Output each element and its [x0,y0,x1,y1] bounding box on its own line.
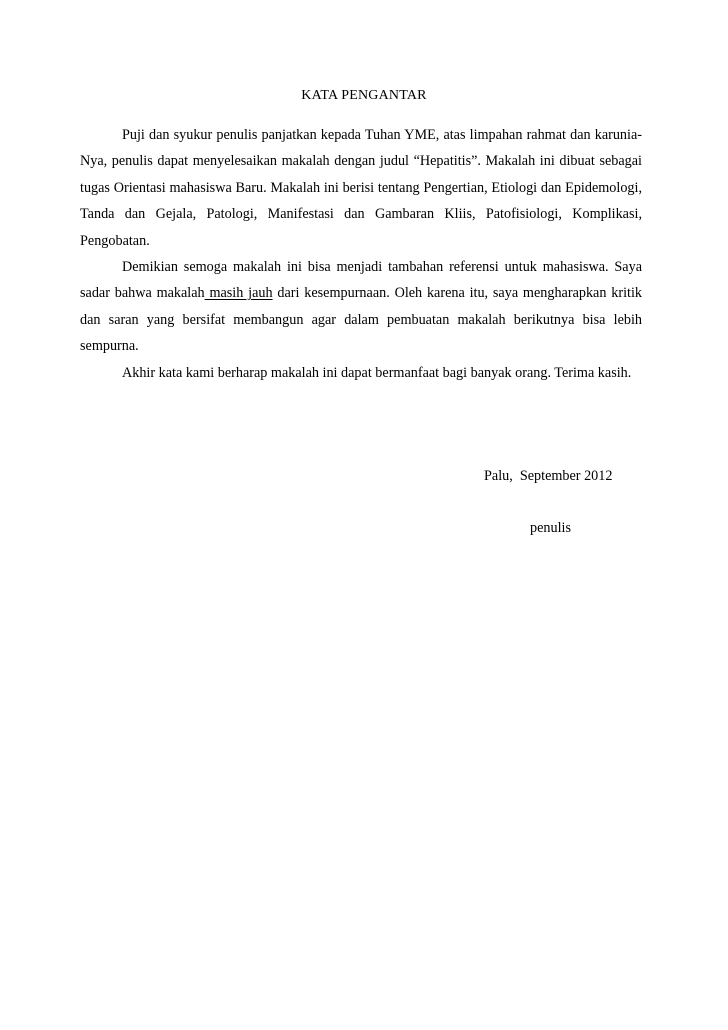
page-title: KATA PENGANTAR [301,88,427,103]
underlined-phrase: masih jauh [204,285,273,302]
body-text [80,122,642,386]
paragraph-1: Puji dan syukur penulis panjatkan kepada Tuhan YME, atas limpahan rahmat dan karunia-Nya, penulis dapat menyelesaikan makalah dengan judul “Hepatitis”. Makalah ini dibuat sebagai tugas Orientasi mahasiswa Baru. Makalah ini berisi tentang Pengertian, Etiologi dan Epidemologi, Tanda dan Gejala, Patologi, Manifestasi dan Gambaran Kliis, Patofisiologi, Komplikasi, Pengobatan. [80,127,642,249]
signer: penulis [530,520,571,536]
paragraph-2-start: Demikian semoga makalah ini bisa menjadi tambahan referensi untuk mahasiswa. Saya sadar bahwa makalah [80,259,642,302]
paragraph-3: Akhir kata kami berharap makalah ini dapat bermanfaat bagi banyak orang. Terima kasih. [122,364,632,381]
place-date: Palu, September 2012 [484,468,613,484]
paragraph-2 [80,254,642,360]
paragraph-2-end: dari kesempurnaan. Oleh karena itu, saya mengharapkan kritik dan saran yang bersifat membangun agar dalam pembuatan makalah berikutnya bisa lebih sempurna. [80,285,642,355]
